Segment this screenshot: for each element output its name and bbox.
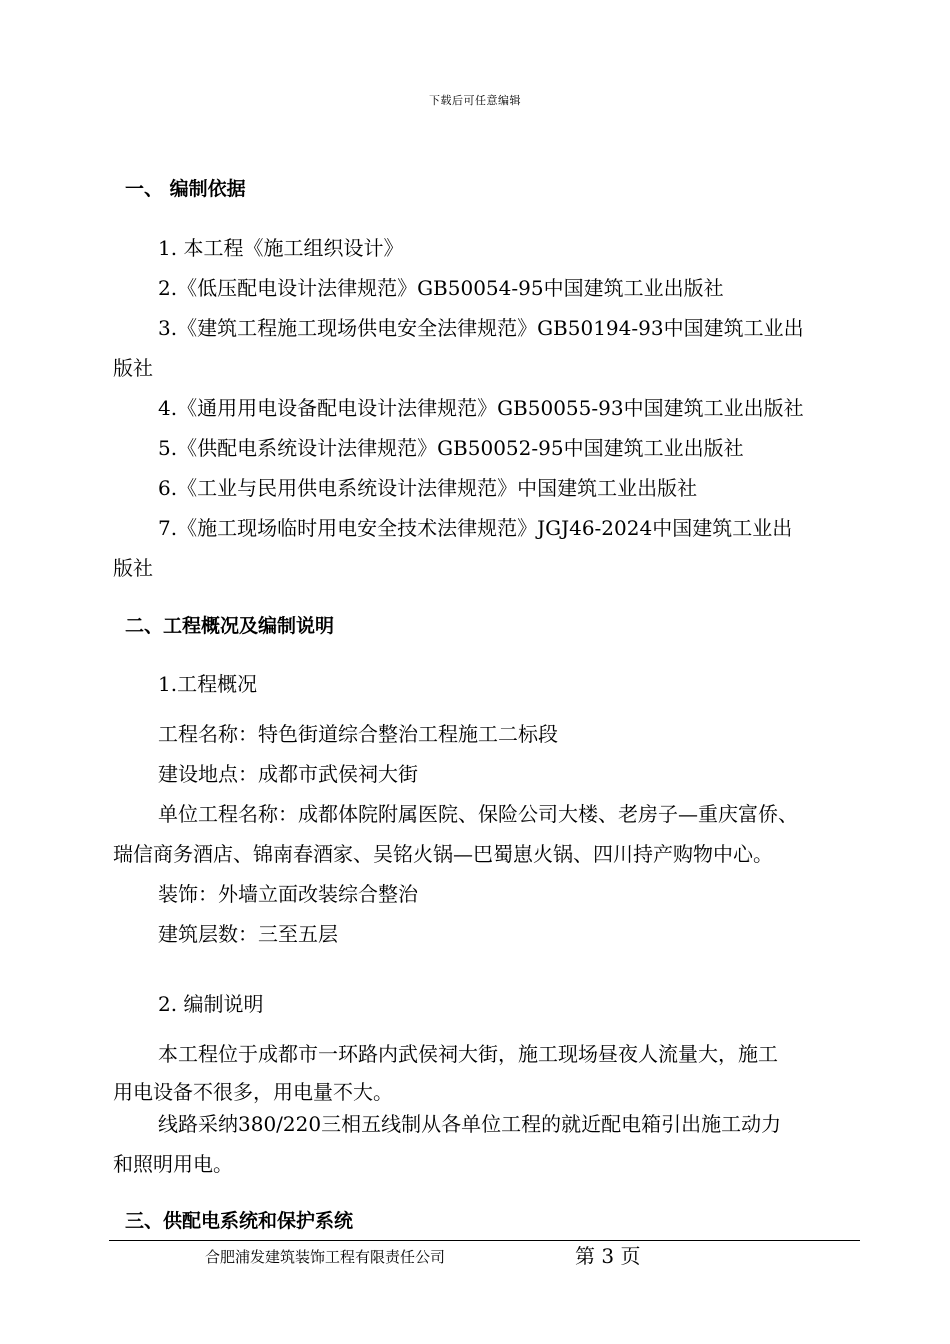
unit-projects-cont: 瑞信商务酒店、锦南春酒家、吴铭火锅—巴蜀崽火锅、四川持产购物中心。 [113, 842, 773, 866]
explanation-line-3: 线路采纳380/220三相五线制从各单位工程的就近配电箱引出施工动力 [158, 1112, 782, 1136]
explanation-line-4: 和照明用电。 [113, 1152, 233, 1176]
basis-item-2: 2.《低压配电设计法律规范》GB50054-95中国建筑工业出版社 [158, 276, 724, 300]
page-number: 第 3 页 [575, 1244, 641, 1268]
basis-item-7-cont: 版社 [113, 556, 153, 580]
decoration: 装饰：外墙立面改装综合整治 [158, 882, 418, 906]
footer-divider [109, 1240, 860, 1241]
page-header: 下载后可任意编辑 [429, 94, 521, 107]
unit-projects: 单位工程名称：成都体院附属医院、保险公司大楼、老房子—重庆富侨、 [158, 802, 798, 826]
section-3-heading: 三、供配电系统和保护系统 [125, 1210, 354, 1232]
project-name: 工程名称：特色街道综合整治工程施工二标段 [158, 722, 558, 746]
basis-item-5: 5.《供配电系统设计法律规范》GB50052-95中国建筑工业出版社 [158, 436, 744, 460]
footer-company: 合肥浦发建筑装饰工程有限责任公司 [205, 1248, 446, 1266]
overview-subheading: 1.工程概况 [158, 672, 258, 696]
explanation-line-1: 本工程位于成都市一环路内武侯祠大街，施工现场昼夜人流量大，施工 [158, 1042, 778, 1066]
explanation-subheading: 2. 编制说明 [158, 992, 264, 1016]
basis-item-1: 1. 本工程《施工组织设计》 [158, 236, 404, 260]
section-2-heading: 二、工程概况及编制说明 [125, 615, 335, 637]
basis-item-7: 7.《施工现场临时用电安全技术法律规范》JGJ46-2024中国建筑工业出 [158, 516, 793, 540]
basis-item-6: 6.《工业与民用供电系统设计法律规范》中国建筑工业出版社 [158, 476, 698, 500]
basis-item-3: 3.《建筑工程施工现场供电安全法律规范》GB50194-93中国建筑工业出 [158, 316, 804, 340]
section-1-heading: 一、 编制依据 [125, 178, 246, 200]
building-floors: 建筑层数：三至五层 [158, 922, 338, 946]
project-location: 建设地点：成都市武侯祠大街 [158, 762, 418, 786]
basis-item-4: 4.《通用用电设备配电设计法律规范》GB50055-93中国建筑工业出版社 [158, 396, 804, 420]
explanation-line-2: 用电设备不很多，用电量不大。 [113, 1080, 393, 1104]
basis-item-3-cont: 版社 [113, 356, 153, 380]
